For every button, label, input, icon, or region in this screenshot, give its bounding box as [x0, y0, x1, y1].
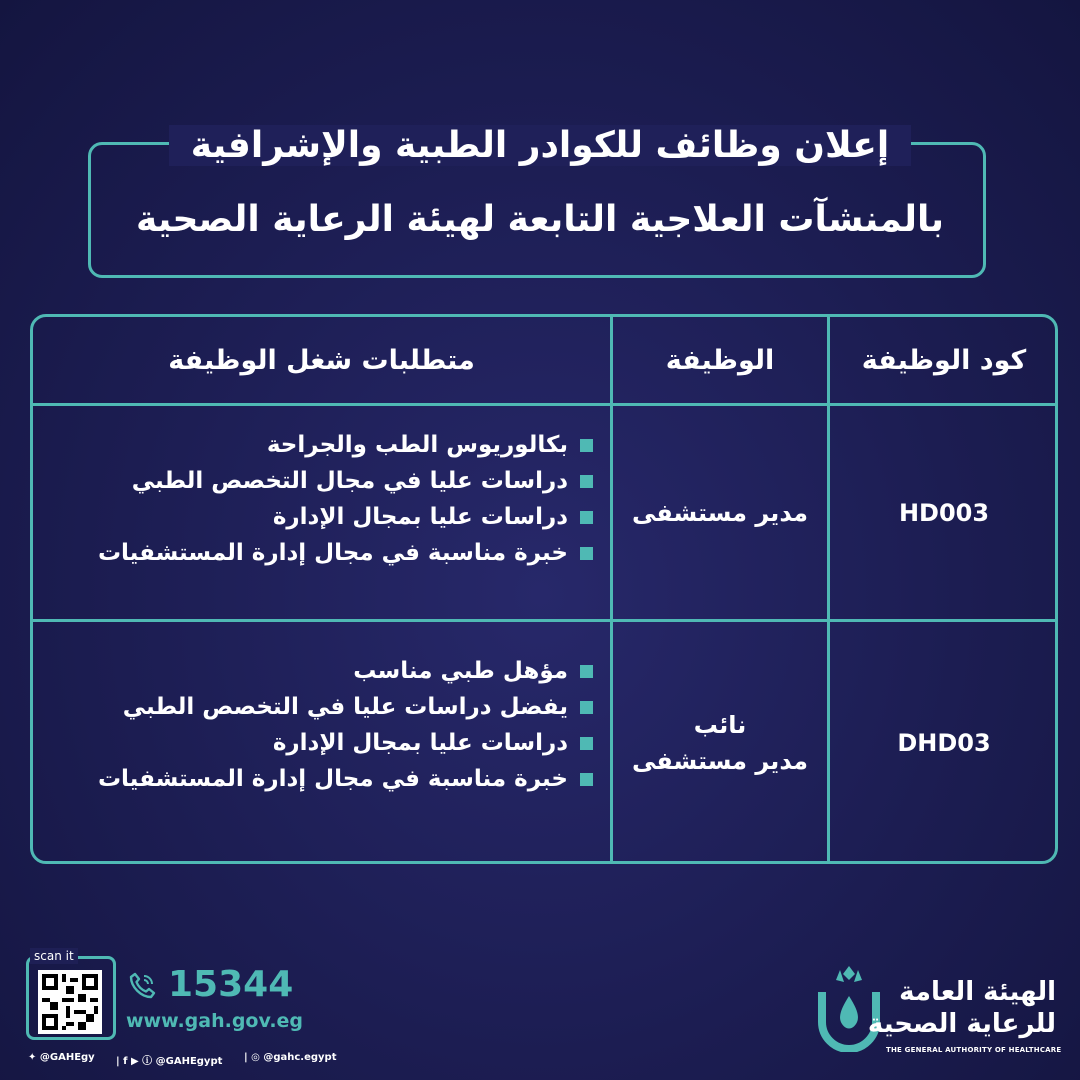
job-title	[613, 622, 827, 864]
bullet-square-icon	[580, 511, 593, 524]
title-line1-text: إعلان وظائف للكوادر الطبية والإشرافية	[169, 125, 911, 166]
facebook-icon: | f ▶ ⓘ	[116, 1056, 156, 1067]
twitter-handle[interactable]: ✦ @GAHEgy	[28, 1052, 95, 1063]
logo-line2: للرعاية الصحية	[867, 1009, 1056, 1039]
job-title-line: مدير مستشفى	[631, 747, 809, 775]
instagram-handle[interactable]: | ◎ @gahc.egypt	[244, 1052, 337, 1063]
gah-logo-text	[868, 976, 1056, 1040]
list-item: خبرة مناسبة في مجال إدارة المستشفيات	[98, 535, 593, 571]
requirements-list	[98, 653, 593, 797]
header-job: الوظيفة	[665, 344, 775, 376]
twitter-icon: ✦	[28, 1052, 40, 1063]
jobs-table	[30, 314, 1058, 864]
list-item: مؤهل طبي مناسب	[98, 653, 593, 689]
instagram-icon: | ◎	[244, 1052, 264, 1063]
bullet-square-icon	[580, 773, 593, 786]
multi-social-handle[interactable]: | f ▶ ⓘ @GAHEgypt	[116, 1056, 223, 1067]
bullet-square-icon	[580, 701, 593, 714]
bullet-square-icon	[580, 475, 593, 488]
list-item: بكالوريوس الطب والجراحة	[98, 427, 593, 463]
job-title	[613, 406, 827, 619]
job-title-line: مدير مستشفى	[631, 498, 809, 527]
page-title-line1	[0, 118, 1080, 174]
phone-icon	[126, 970, 158, 1002]
header-code: كود الوظيفة	[861, 344, 1027, 376]
bullet-square-icon	[580, 547, 593, 560]
requirements-list	[98, 427, 593, 571]
bullet-square-icon	[580, 439, 593, 452]
job-code: HD003	[898, 498, 990, 527]
list-item: يفضل دراسات عليا في التخصص الطبي	[98, 689, 593, 725]
list-item: دراسات عليا بمجال الإدارة	[98, 725, 593, 761]
hotline-number[interactable]: 15344	[168, 964, 294, 1005]
bullet-square-icon	[580, 737, 593, 750]
logo-english-text: THE GENERAL AUTHORITY OF HEALTHCARE	[886, 1046, 1062, 1054]
job-title-line: نائب	[693, 711, 747, 739]
website-link[interactable]: www.gah.gov.eg	[126, 1010, 304, 1032]
qr-code-icon[interactable]	[38, 970, 102, 1034]
job-code: DHD03	[897, 729, 991, 757]
logo-line1: الهيئة العامة	[899, 977, 1056, 1007]
list-item: دراسات عليا بمجال الإدارة	[98, 499, 593, 535]
list-item: دراسات عليا في مجال التخصص الطبي	[98, 463, 593, 499]
scan-label: scan it	[30, 948, 78, 964]
bullet-square-icon	[580, 665, 593, 678]
list-item: خبرة مناسبة في مجال إدارة المستشفيات	[98, 761, 593, 797]
header-requirements: متطلبات شغل الوظيفة	[168, 344, 475, 376]
page-title-line2: بالمنشآت العلاجية التابعة لهيئة الرعاية الصحية	[135, 199, 945, 240]
